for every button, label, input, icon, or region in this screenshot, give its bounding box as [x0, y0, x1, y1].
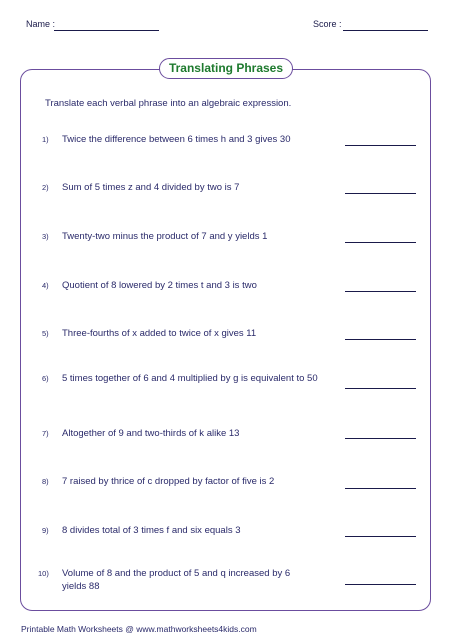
question-text: Three-fourths of x added to twice of x gives 11 [62, 328, 257, 339]
question-number: 2) [42, 183, 49, 192]
question-number: 8) [42, 477, 49, 486]
answer-line[interactable] [345, 291, 416, 292]
score-label: Score : [313, 19, 342, 29]
answer-line[interactable] [345, 145, 416, 146]
name-label: Name : [26, 19, 56, 29]
question-item [0, 567, 453, 597]
name-field[interactable] [54, 30, 159, 31]
question-item [0, 327, 453, 357]
question-number: 5) [42, 329, 49, 338]
worksheet-title: Translating Phrases [159, 58, 293, 79]
question-text: Volume of 8 and the product of 5 and q increased by 6 yields 88 [62, 568, 291, 592]
question-text: Twenty-two minus the product of 7 and y yields 1 [62, 231, 268, 242]
answer-line[interactable] [345, 488, 416, 489]
question-item [0, 230, 453, 260]
question-number: 6) [42, 374, 49, 383]
question-item [0, 475, 453, 505]
answer-line[interactable] [345, 339, 416, 340]
question-item [0, 427, 453, 457]
question-text: 8 divides total of 3 times f and six equals 3 [62, 525, 241, 536]
question-number: 10) [38, 569, 49, 578]
question-item [0, 279, 453, 309]
question-number: 9) [42, 526, 49, 535]
answer-line[interactable] [345, 438, 416, 439]
question-item [0, 372, 453, 402]
question-text: 7 raised by thrice of c dropped by factor of five is 2 [62, 476, 275, 487]
answer-line[interactable] [345, 388, 416, 389]
instructions: Translate each verbal phrase into an algebraic expression. [45, 98, 292, 109]
question-text: 5 times together of 6 and 4 multiplied by g is equivalent to 50 [62, 373, 318, 384]
question-number: 1) [42, 135, 49, 144]
score-field[interactable] [343, 30, 428, 31]
answer-line[interactable] [345, 584, 416, 585]
answer-line[interactable] [345, 242, 416, 243]
footer-credit: Printable Math Worksheets @ www.mathworksheets4kids.com [21, 624, 257, 634]
question-text: Twice the difference between 6 times h and 3 gives 30 [62, 134, 291, 145]
question-item [0, 524, 453, 554]
answer-line[interactable] [345, 536, 416, 537]
question-number: 7) [42, 429, 49, 438]
question-text: Quotient of 8 lowered by 2 times t and 3 is two [62, 280, 257, 291]
question-number: 3) [42, 232, 49, 241]
question-number: 4) [42, 281, 49, 290]
question-text: Altogether of 9 and two-thirds of k alike 13 [62, 428, 240, 439]
question-text: Sum of 5 times z and 4 divided by two is 7 [62, 182, 240, 193]
question-item [0, 181, 453, 211]
answer-line[interactable] [345, 193, 416, 194]
question-item [0, 133, 453, 163]
